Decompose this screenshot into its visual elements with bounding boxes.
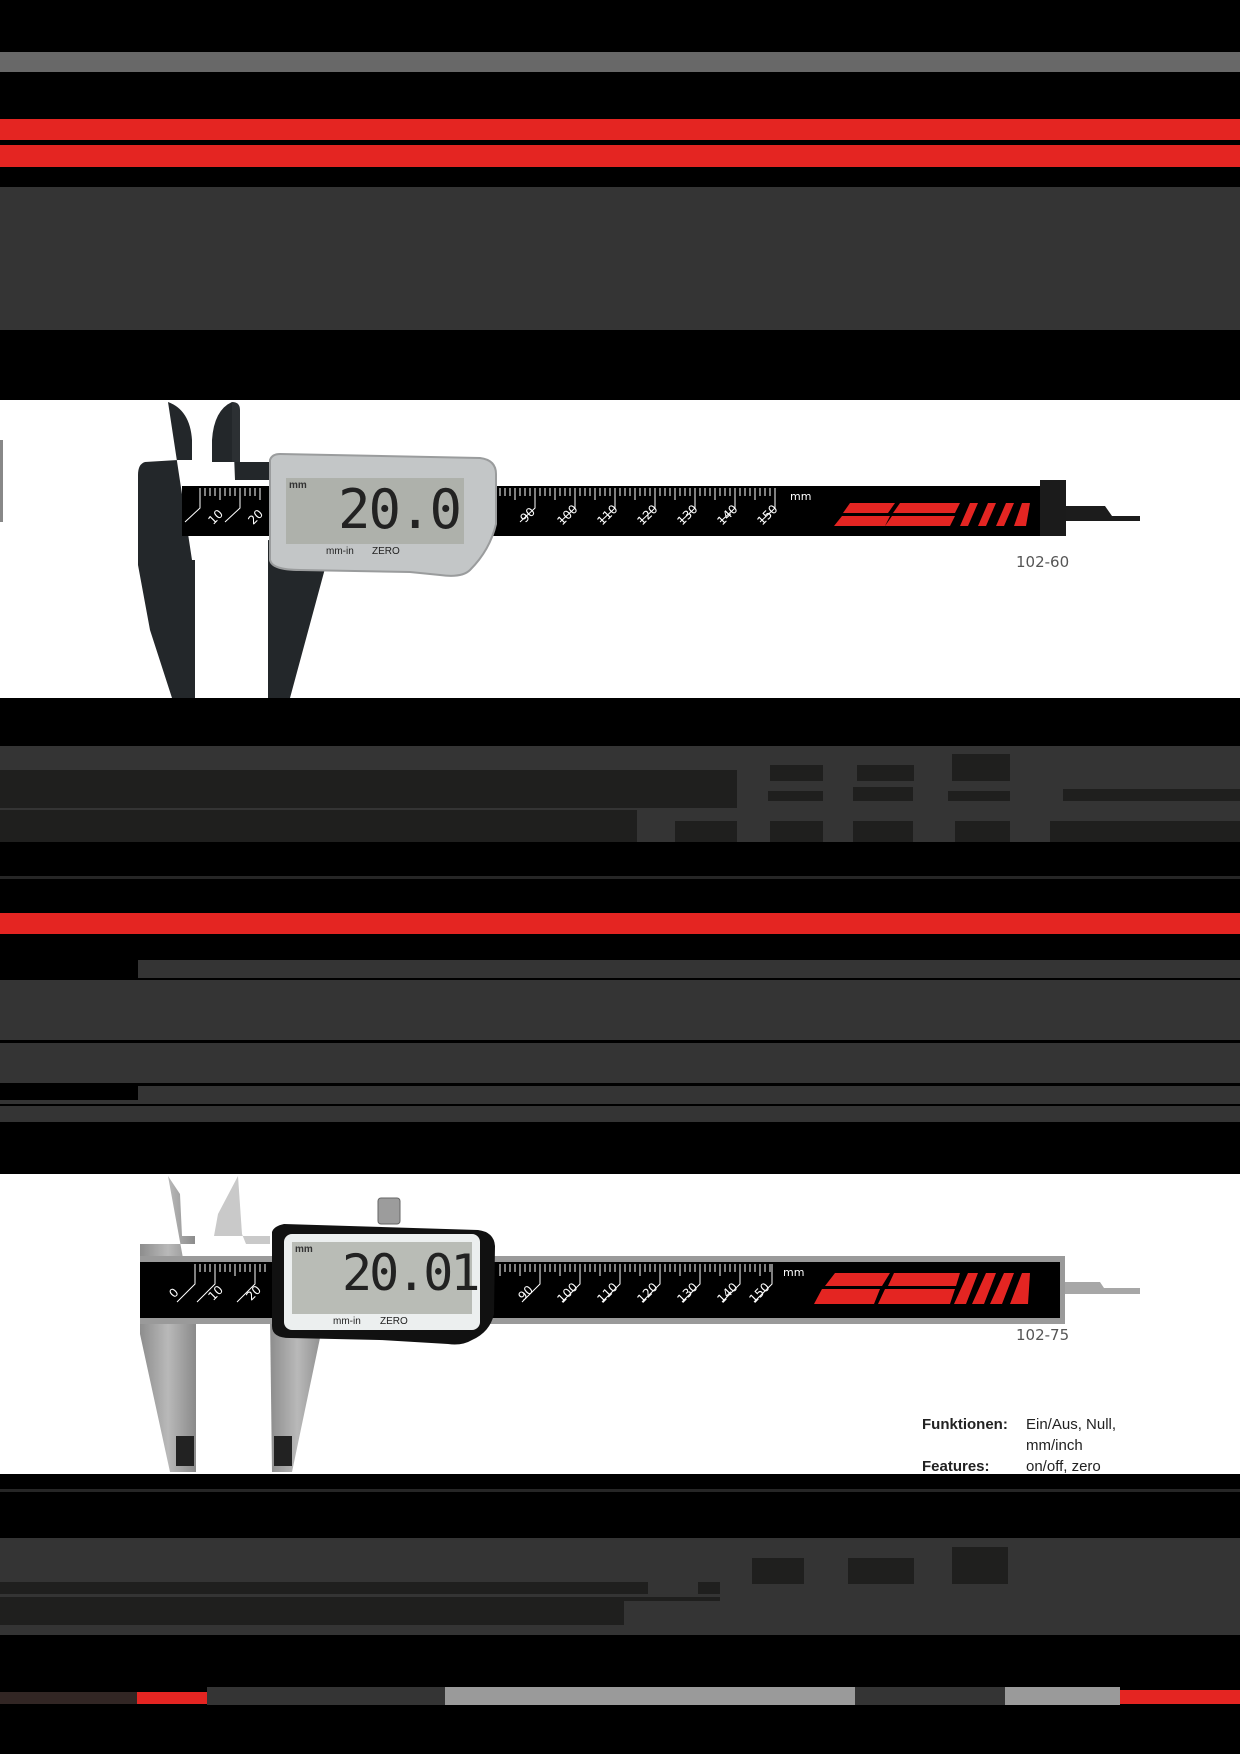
scale-label: 120 — [634, 1279, 661, 1307]
table2-cell — [0, 1601, 624, 1625]
footer-seg-red — [137, 1692, 207, 1704]
lcd-display — [292, 1242, 478, 1314]
scale-label: 150 — [754, 501, 781, 529]
scale-label: 100 — [554, 501, 581, 529]
scale-label: 140 — [714, 1279, 741, 1307]
scale-label: 130 — [674, 1279, 701, 1307]
features-value-de: Ein/Aus, Null, — [1026, 1416, 1117, 1433]
table2-cell — [848, 1558, 914, 1584]
table1-cell — [0, 810, 637, 842]
footer-seg-red-2 — [1120, 1690, 1240, 1704]
features-value-de-2: mm/inch — [1026, 1437, 1083, 1454]
scale-label: 110 — [594, 501, 621, 529]
scale-label: 140 — [714, 501, 741, 529]
scale-label: 110 — [594, 1279, 621, 1307]
zero-button-label: ZERO — [380, 1316, 408, 1327]
scale-label: 0 — [166, 1285, 182, 1301]
scale-label: 10 — [205, 1282, 226, 1304]
table1-cell — [768, 791, 823, 801]
header-red-bar-1 — [0, 119, 1240, 140]
table1-cell — [770, 765, 823, 781]
mm-in-button-label: mm-in — [326, 546, 354, 557]
divider-line — [0, 1489, 1240, 1492]
footer-seg-gray-2 — [855, 1687, 1005, 1705]
footer-seg-light-2 — [1005, 1687, 1120, 1705]
description-row-1-mask — [0, 960, 138, 978]
description-row-4-mask — [0, 1086, 138, 1100]
table1-cell — [955, 821, 1010, 842]
lcd-unit: mm — [289, 480, 307, 491]
table2-cell — [752, 1558, 804, 1584]
scale-unit: mm — [783, 1266, 805, 1279]
scale-label: 150 — [746, 1279, 773, 1307]
description-row-1 — [0, 960, 1240, 978]
table2-cell — [952, 1547, 1008, 1584]
table2-cell — [0, 1582, 648, 1594]
product-image-102-75 — [0, 1174, 1240, 1474]
description-row-5 — [0, 1106, 1240, 1122]
table1-cell — [952, 754, 1010, 781]
product-image-102-60 — [0, 400, 1240, 698]
table1-cell — [948, 791, 1010, 801]
table1-cell — [853, 787, 913, 801]
lcd-value: 20.01 — [342, 1244, 478, 1302]
scale-label: 10 — [205, 506, 226, 528]
divider — [0, 1475, 1240, 1490]
lcd-value: 20.0 — [338, 478, 461, 541]
table1-cell — [857, 765, 914, 781]
model-number: 102-75 — [1016, 1326, 1070, 1344]
table2-cell — [698, 1582, 720, 1594]
header-gray-bar — [0, 52, 1240, 72]
table1-cell — [853, 821, 913, 842]
description-row-3 — [0, 1043, 1240, 1083]
table1-cell — [1063, 789, 1240, 801]
zero-button-label: ZERO — [372, 546, 400, 557]
table1-cell — [770, 821, 823, 842]
scale-unit: mm — [790, 490, 812, 503]
intro-text-panel — [0, 187, 1240, 330]
lcd-unit: mm — [295, 1244, 313, 1255]
table1-cell — [675, 821, 737, 842]
footer-bar — [0, 1687, 1240, 1705]
description-row-2 — [0, 980, 1240, 1040]
features-label-en: Features: — [922, 1458, 990, 1474]
mm-in-button-label: mm-in — [333, 1316, 361, 1327]
scale-label: 90 — [515, 1282, 536, 1304]
footer-seg-light — [445, 1687, 855, 1705]
table1-cell — [0, 770, 737, 808]
lcd-display — [286, 478, 464, 544]
scale-label: 90 — [517, 504, 538, 526]
scale-label: 100 — [554, 1279, 581, 1307]
footer-seg-dark — [0, 1692, 137, 1704]
features-label-de: Funktionen: — [922, 1416, 1008, 1433]
header-red-bar-2 — [0, 145, 1240, 167]
model-number: 102-60 — [1016, 553, 1070, 571]
table1-cell — [1050, 821, 1240, 842]
features-value-en: on/off, zero — [1026, 1458, 1101, 1474]
section-red-bar — [0, 913, 1240, 934]
footer-seg-gray — [207, 1687, 445, 1705]
scale-label: 20 — [245, 506, 266, 528]
scale-labels — [0, 400, 1240, 698]
divider — [0, 876, 1240, 879]
scale-label: 120 — [634, 501, 661, 529]
scale-label: 130 — [674, 501, 701, 529]
description-row-4 — [0, 1086, 1240, 1104]
scale-label: 20 — [243, 1282, 264, 1304]
